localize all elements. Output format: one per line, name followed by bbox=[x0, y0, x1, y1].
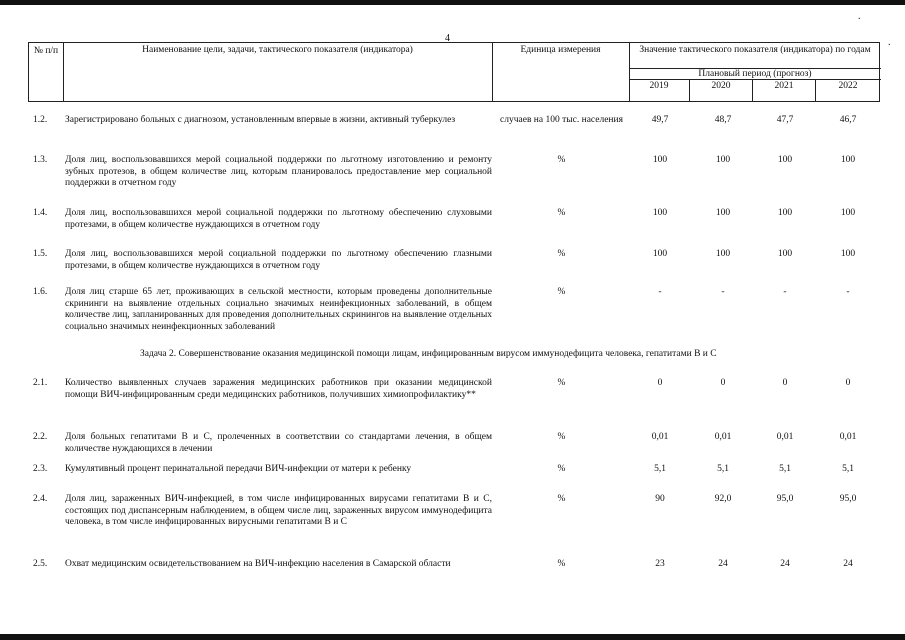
bottom-border bbox=[0, 634, 905, 640]
row-value: 100 bbox=[777, 208, 793, 218]
row-number: 2.2. bbox=[33, 432, 48, 442]
row-value: 5,1 bbox=[779, 464, 791, 474]
row-value: 0 bbox=[657, 378, 663, 388]
page-number: 4 bbox=[445, 33, 450, 44]
top-border bbox=[0, 0, 905, 5]
row-value: 47,7 bbox=[776, 115, 794, 125]
row-number: 1.3. bbox=[33, 155, 48, 165]
header-plan-period: Плановый период (прогноз) bbox=[698, 69, 812, 79]
row-name: Кумулятивный процент перинатальной передачи ВИЧ-инфекции от матери к ребенку bbox=[65, 464, 412, 474]
row-value: 95,0 bbox=[839, 494, 857, 504]
row-value: 100 bbox=[652, 208, 668, 218]
row-name: Доля лиц, зараженных ВИЧ-инфекцией, в том числе инфицированных вирусами гепатитами В и С, состоящих под диспансерным наблюдением, в общем числе лиц, зараженных вирусом иммунодефицита человека, в том числе инфицированных вирусными гепатитами В и С bbox=[65, 494, 492, 527]
row-name: Доля лиц, воспользовавшихся мерой социальной поддержки по льготному обеспечению глазными протезами, в общем количестве нуждающихся в отчетном году bbox=[65, 249, 492, 271]
row-number: 2.1. bbox=[33, 378, 48, 388]
header-values: Значение тактического показателя (индикатора) по годам bbox=[639, 45, 871, 55]
row-unit: % bbox=[557, 249, 566, 259]
row-number: 1.4. bbox=[33, 208, 48, 218]
row-value: 100 bbox=[715, 208, 731, 218]
row-value: 0,01 bbox=[839, 432, 857, 442]
row-number: 1.2. bbox=[33, 115, 48, 125]
row-value: 5,1 bbox=[717, 464, 729, 474]
row-value: 5,1 bbox=[842, 464, 854, 474]
row-number: 2.3. bbox=[33, 464, 48, 474]
table-header bbox=[28, 42, 880, 102]
row-value: 100 bbox=[777, 249, 793, 259]
row-value: - bbox=[846, 287, 850, 297]
row-name: Количество выявленных случаев заражения медицинских работников при оказании медицинской помощи ВИЧ-инфицированным среди медицинских работников, получивших химиопрофилактику** bbox=[65, 378, 492, 400]
row-unit: % bbox=[557, 155, 566, 165]
header-num: № п/п bbox=[33, 46, 59, 56]
row-unit: % bbox=[557, 494, 566, 504]
header-year: 2022 bbox=[838, 81, 858, 91]
row-value: 100 bbox=[652, 155, 668, 165]
row-number: 1.6. bbox=[33, 287, 48, 297]
scan-speck: . bbox=[888, 37, 891, 48]
row-value: 24 bbox=[843, 559, 853, 569]
row-unit: % bbox=[557, 559, 566, 569]
row-value: 100 bbox=[840, 208, 856, 218]
row-value: 0,01 bbox=[651, 432, 669, 442]
row-value: 48,7 bbox=[714, 115, 732, 125]
row-number: 2.5. bbox=[33, 559, 48, 569]
header-year: 2019 bbox=[649, 81, 669, 91]
row-value: - bbox=[783, 287, 787, 297]
row-value: 100 bbox=[840, 249, 856, 259]
row-value: 5,1 bbox=[654, 464, 666, 474]
row-value: 24 bbox=[718, 559, 728, 569]
header-unit: Единица измерения bbox=[520, 45, 601, 55]
row-name: Доля больных гепатитами В и С, пролеченных в соответствии со стандартами лечения, в общем количестве нуждающихся в лечении bbox=[65, 432, 492, 454]
header-year: 2021 bbox=[774, 81, 794, 91]
row-number: 1.5. bbox=[33, 249, 48, 259]
row-value: 0 bbox=[845, 378, 851, 388]
row-value: 46,7 bbox=[839, 115, 857, 125]
row-value: 95,0 bbox=[776, 494, 794, 504]
row-number: 2.4. bbox=[33, 494, 48, 504]
row-value: 0,01 bbox=[714, 432, 732, 442]
row-name: Доля лиц старше 65 лет, проживающих в сельской местности, которым проведены дополнительные скрининги на выявление отдельных социально значимых неинфекционных заболеваний, в общем количестве лиц, запланированных для проведения дополнительных скринингов на выявление отдельных социально значимых неинфекционных заболеваний bbox=[65, 287, 492, 332]
row-value: - bbox=[658, 287, 662, 297]
row-unit: % bbox=[557, 464, 566, 474]
row-value: - bbox=[721, 287, 725, 297]
row-value: 0 bbox=[720, 378, 726, 388]
row-value: 100 bbox=[715, 155, 731, 165]
header-name: Наименование цели, задачи, тактического показателя (индикатора) bbox=[142, 45, 413, 55]
row-value: 23 bbox=[655, 559, 665, 569]
row-name: Доля лиц, воспользовавшихся мерой социальной поддержки по льготному обеспечению слуховыми протезами, в общем количестве нуждающихся в отчетном году bbox=[65, 208, 492, 230]
row-value: 0,01 bbox=[776, 432, 794, 442]
row-unit: случаев на 100 тыс. населения bbox=[500, 115, 623, 125]
row-name: Доля лиц, воспользовавшихся мерой социальной поддержки по льготному изготовлению и ремонту зубных протезов, в общем количестве лиц, которым планировалось предоставление мер социальной поддержки в отчетном году bbox=[65, 155, 492, 188]
row-unit: % bbox=[557, 287, 566, 297]
row-name: Зарегистрировано больных с диагнозом, установленным впервые в жизни, активный туберкулез bbox=[65, 115, 456, 125]
header-year: 2020 bbox=[711, 81, 731, 91]
row-value: 100 bbox=[652, 249, 668, 259]
row-unit: % bbox=[557, 432, 566, 442]
row-value: 0 bbox=[782, 378, 788, 388]
row-unit: % bbox=[557, 208, 566, 218]
row-value: 100 bbox=[715, 249, 731, 259]
task-heading: Задача 2. Совершенствование оказания медицинской помощи лицам, инфицированным вирусом иммунодефицита человека, гепатитами В и С bbox=[140, 349, 717, 359]
scan-speck: . bbox=[858, 11, 861, 22]
row-unit: % bbox=[557, 378, 566, 388]
row-name: Охват медицинским освидетельствованием на ВИЧ-инфекцию населения в Самарской области bbox=[65, 559, 451, 569]
row-value: 24 bbox=[780, 559, 790, 569]
row-value: 100 bbox=[777, 155, 793, 165]
row-value: 92,0 bbox=[714, 494, 732, 504]
row-value: 100 bbox=[840, 155, 856, 165]
row-value: 90 bbox=[655, 494, 665, 504]
row-value: 49,7 bbox=[651, 115, 669, 125]
